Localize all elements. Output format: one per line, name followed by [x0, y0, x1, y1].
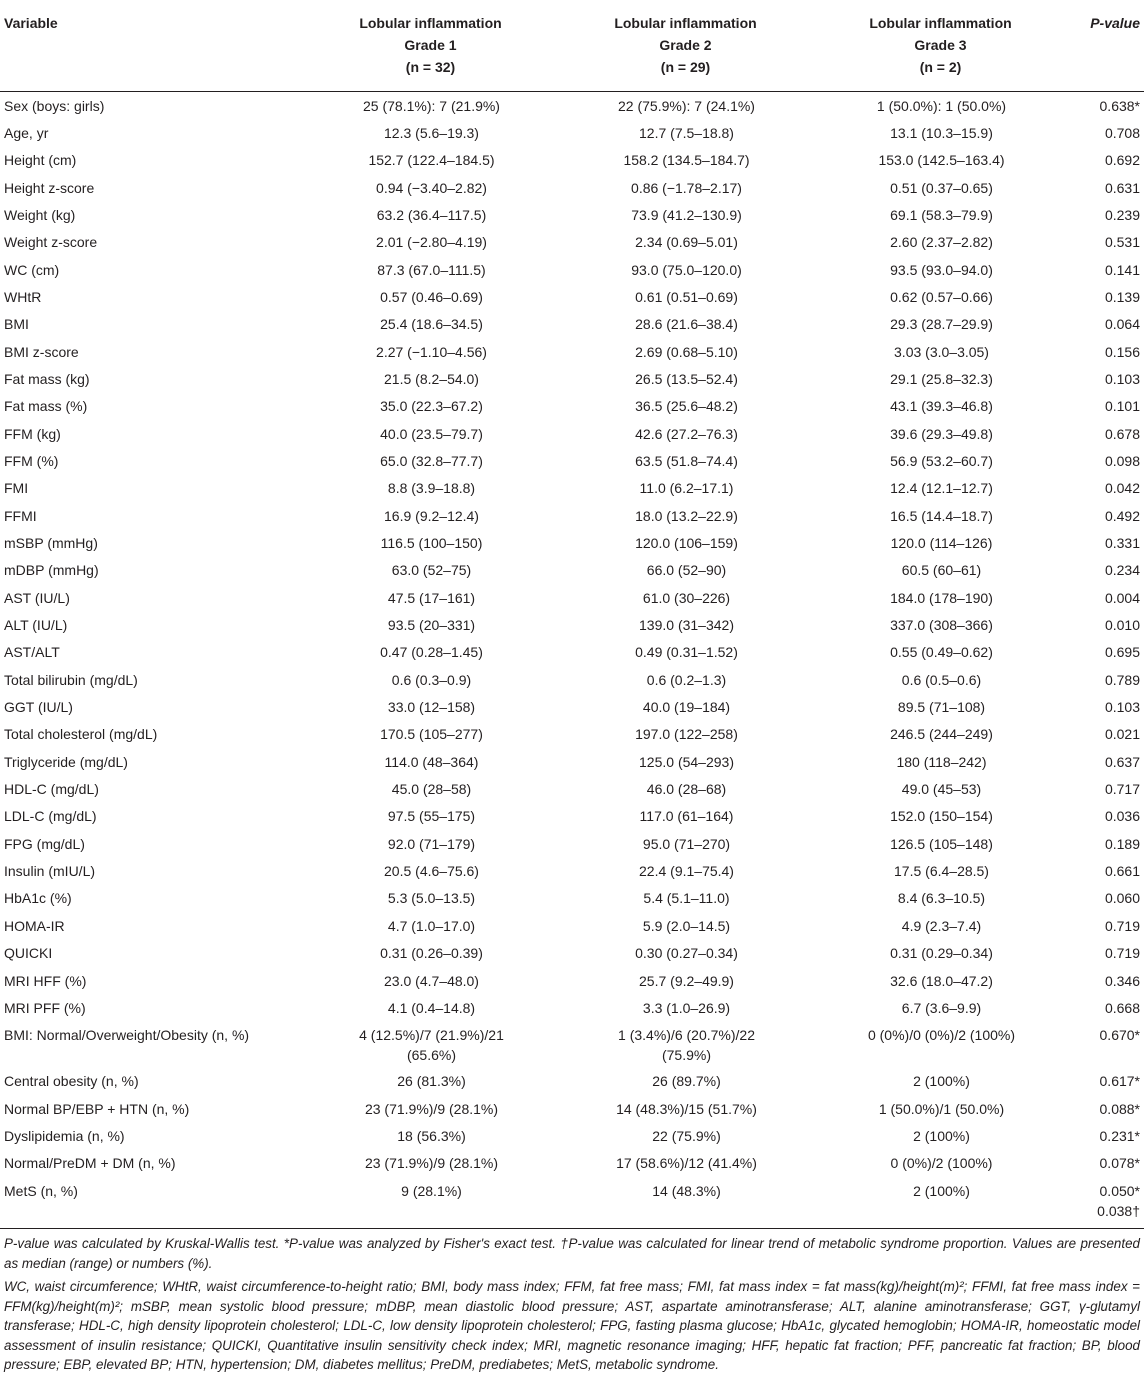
cell-grade-1: 65.0 (32.8–77.7)	[380, 452, 483, 469]
header-grade-1-line-2: Grade 1	[404, 37, 457, 53]
row-label: HbA1c (%)	[4, 890, 72, 907]
row-label: BMI	[4, 316, 29, 333]
cell-grade-2: 22 (75.9%)	[652, 1127, 721, 1144]
cell-grade-3: 0.6 (0.5–0.6)	[901, 671, 982, 688]
cell-line: (65.6%)	[406, 1047, 457, 1064]
cell-grade-3: 69.1 (58.3–79.9)	[890, 206, 993, 223]
row-label: Triglyceride (mg/dL)	[4, 753, 128, 770]
table-row	[0, 694, 1144, 721]
table-row	[0, 994, 1144, 1021]
cell-grade-2: 73.9 (41.2–130.9)	[631, 206, 742, 223]
cell-grade-2: 12.7 (7.5–18.8)	[639, 124, 734, 141]
cell-grade-1: 23.0 (4.7–48.0)	[384, 972, 479, 989]
row-label: Age, yr	[4, 124, 49, 141]
cell-grade-2: 26.5 (13.5–52.4)	[635, 370, 738, 387]
cell-grade-1: 4.1 (0.4–14.8)	[387, 999, 476, 1016]
header-grade-3-line-2: Grade 3	[914, 37, 967, 53]
row-label: Total bilirubin (mg/dL)	[4, 671, 138, 688]
cell-grade-3: 0.55 (0.49–0.62)	[890, 644, 993, 661]
cell-grade-2: 158.2 (134.5–184.7)	[623, 152, 750, 169]
table-row	[0, 776, 1144, 803]
row-label: mDBP (mmHg)	[4, 562, 99, 579]
cell-p-value: 0.719	[1104, 917, 1140, 934]
table-row	[0, 174, 1144, 201]
cell-grade-1: 0.47 (0.28–1.45)	[380, 644, 483, 661]
row-label: AST/ALT	[4, 644, 60, 661]
table-row	[0, 803, 1144, 830]
cell-grade-1: 0.57 (0.46–0.69)	[380, 288, 483, 305]
cell-grade-1: 93.5 (20–331)	[387, 617, 476, 634]
row-label: Fat mass (%)	[4, 398, 88, 415]
cell-grade-3: 1 (50.0%)/1 (50.0%)	[878, 1100, 1005, 1117]
cell-p-value: 0.670*	[1099, 1027, 1140, 1044]
table-row	[0, 748, 1144, 775]
cell-grade-1: 170.5 (105–277)	[380, 726, 483, 743]
cell-grade-1: 116.5 (100–150)	[380, 535, 483, 551]
cell-grade-3: 2.60 (2.37–2.82)	[890, 234, 993, 251]
cell-grade-3: 0 (0%)/2 (100%)	[890, 1155, 993, 1172]
table-row	[0, 119, 1144, 146]
table-row	[0, 1150, 1144, 1177]
row-label: WHtR	[4, 288, 42, 305]
cell-grade-3: 6.7 (3.6–9.9)	[901, 999, 982, 1016]
cell-grade-2: 14 (48.3%)	[652, 1182, 721, 1199]
cell-p-value: 0.101	[1104, 398, 1140, 415]
cell-grade-2: 11.0 (6.2–17.1)	[639, 480, 734, 497]
header-grade-2-line-2: Grade 2	[659, 37, 712, 53]
row-label: BMI z-score	[4, 343, 79, 360]
row-label: FFM (%)	[4, 452, 59, 469]
cell-p-value: 0.492	[1104, 507, 1140, 524]
cell-grade-1	[300, 1025, 555, 1065]
row-label: MetS (n, %)	[4, 1182, 78, 1199]
table-row	[0, 502, 1144, 529]
cell-p-value: 0.692	[1104, 152, 1140, 169]
cell-grade-3: 60.5 (60–61)	[901, 562, 982, 579]
cell-grade-1: 20.5 (4.6–75.6)	[384, 863, 479, 880]
cell-grade-2: 0.61 (0.51–0.69)	[635, 288, 738, 305]
row-label: Sex (boys: girls)	[4, 97, 105, 114]
header-grade-1-line-3: (n = 32)	[405, 59, 456, 75]
cell-grade-2: 117.0 (61–164)	[639, 808, 734, 825]
cell-grade-1: 63.2 (36.4–117.5)	[376, 206, 487, 223]
table-row	[0, 201, 1144, 228]
cell-p-value: 0.139	[1104, 288, 1140, 305]
cell-p-value: 0.617*	[1099, 1073, 1140, 1090]
cell-grade-2: 2.34 (0.69–5.01)	[635, 234, 738, 251]
table-row	[0, 940, 1144, 967]
cell-grade-2: 42.6 (27.2–76.3)	[635, 425, 738, 442]
cell-grade-2: 46.0 (28–68)	[646, 781, 727, 798]
cell-grade-2: 5.9 (2.0–14.5)	[642, 917, 731, 934]
table-row	[0, 283, 1144, 310]
cell-grade-2: 18.0 (13.2–22.9)	[635, 507, 738, 524]
table-footnotes	[4, 1234, 1140, 1379]
cell-p-value: 0.346	[1104, 972, 1140, 989]
table-row	[0, 830, 1144, 857]
cell-grade-2: 25.7 (9.2–49.9)	[639, 972, 734, 989]
cell-grade-3: 2 (100%)	[913, 1073, 970, 1090]
cell-line: (75.9%)	[661, 1047, 712, 1064]
cell-grade-3: 153.0 (142.5–163.4)	[878, 152, 1005, 169]
cell-line: 0.050*	[1099, 1182, 1140, 1199]
cell-grade-3: 89.5 (71–108)	[897, 699, 986, 716]
table-row	[0, 338, 1144, 365]
cell-grade-3: 29.1 (25.8–32.3)	[890, 370, 993, 387]
cell-grade-3: 17.5 (6.4–28.5)	[894, 863, 989, 880]
cell-grade-2: 0.86 (−1.78–2.17)	[631, 179, 742, 196]
cell-grade-2: 0.6 (0.2–1.3)	[646, 671, 727, 688]
table-row	[0, 912, 1144, 939]
cell-grade-2: 26 (89.7%)	[652, 1073, 721, 1090]
cell-grade-2: 5.4 (5.1–11.0)	[643, 890, 730, 907]
table-row	[0, 1095, 1144, 1122]
row-label: MRI PFF (%)	[4, 999, 86, 1016]
cell-grade-1: 12.3 (5.6–19.3)	[384, 124, 479, 141]
table-row	[0, 256, 1144, 283]
cell-grade-3: 126.5 (105–148)	[890, 835, 993, 852]
cell-grade-2: 0.49 (0.31–1.52)	[635, 644, 738, 661]
cell-line: 0.038†	[1097, 1202, 1140, 1219]
table-row	[0, 557, 1144, 584]
cell-p-value: 0.239	[1104, 206, 1140, 223]
cell-grade-3: 0.62 (0.57–0.66)	[890, 288, 993, 305]
table-rows-continuous	[0, 92, 1144, 1022]
cell-grade-3: 1 (50.0%): 1 (50.0%)	[876, 97, 1007, 114]
cell-p-value: 0.695	[1104, 644, 1140, 661]
cell-grade-2: 17 (58.6%)/12 (41.4%)	[616, 1155, 757, 1172]
table-row	[0, 530, 1144, 557]
row-label: Height (cm)	[4, 152, 77, 169]
cell-grade-2	[555, 1025, 810, 1065]
footnote-abbreviations: WC, waist circumference; WHtR, waist circumference-to-height ratio; BMI, body mass index; FFM, fat free mass; FMI, fat mass index = fat mass(kg)/height(m)²; FFMI, fat free mass index = FFM(kg)/height(m)²; mSBP, mean systolic blood pressure; mDBP, mean diastolic blood pressure; AST, aspartate aminotransferase; ALT, alanine aminotransferase; GGT, γ-glutamyl transferase; HDL-C, high density lipoprotein cholesterol; LDL-C, low density lipoprotein cholesterol; FPG, fasting plasma glucose; HbA1c, glycated hemoglobin; HOMA-IR, homeostatic model assessment of insulin resistance; QUICKI, Quantitative insulin sensitivity check index; MRI, magnetic resonance imaging; HFF, hepatic fat fraction; PFF, pancreatic fat fraction; BP, blood pressure; EBP, elevated BP; HTN, hypertension; DM, diabetes mellitus; PreDM, prediabetes; MetS, metabolic syndrome.	[4, 1279, 1140, 1372]
cell-grade-2: 3.3 (1.0–26.9)	[642, 999, 731, 1016]
cell-grade-2: 93.0 (75.0–120.0)	[631, 261, 742, 278]
cell-grade-3: 16.5 (14.4–18.7)	[890, 507, 993, 524]
cell-grade-2: 2.69 (0.68–5.10)	[635, 343, 738, 360]
row-label: Normal BP/EBP + HTN (n, %)	[4, 1100, 190, 1117]
cell-p-value: 0.042	[1104, 480, 1140, 497]
cell-grade-1: 63.0 (52–75)	[391, 562, 472, 579]
cell-grade-2: 22.4 (9.1–75.4)	[639, 863, 734, 880]
cell-grade-2: 63.5 (51.8–74.4)	[635, 452, 738, 469]
header-grade-1	[300, 12, 555, 91]
cell-p-value: 0.661	[1104, 863, 1140, 880]
row-label: HOMA-IR	[4, 917, 65, 934]
cell-line: 1 (3.4%)/6 (20.7%)/22	[618, 1027, 755, 1044]
cell-p-value: 0.678	[1104, 425, 1140, 442]
row-label: Total cholesterol (mg/dL)	[4, 726, 158, 743]
cell-grade-2: 139.0 (31–342)	[639, 617, 734, 634]
cell-grade-1: 35.0 (22.3–67.2)	[380, 398, 483, 415]
cell-grade-2: 28.6 (21.6–38.4)	[635, 316, 738, 333]
cell-p-value: 0.719	[1104, 945, 1140, 962]
header-grade-3-line-1: Lobular inflammation	[869, 15, 1012, 31]
table-row	[0, 858, 1144, 885]
row-label: FPG (mg/dL)	[4, 835, 85, 852]
cell-grade-1: 0.31 (0.26–0.39)	[380, 945, 483, 962]
table-row	[0, 447, 1144, 474]
cell-grade-2: 14 (48.3%)/15 (51.7%)	[616, 1100, 757, 1117]
cell-grade-3: 2 (100%)	[913, 1127, 970, 1144]
row-label: Dyslipidemia (n, %)	[4, 1127, 125, 1144]
cell-grade-3: 8.4 (6.3–10.5)	[897, 890, 986, 907]
cell-p-value: 0.060	[1104, 890, 1140, 907]
footnote-statistics: P-value was calculated by Kruskal-Wallis test. *P-value was analyzed by Fisher's exact test. †P-value was calculated for linear trend of metabolic syndrome proportion. Values are presented as median (range) or numbers (%).	[4, 1236, 1140, 1271]
cell-grade-2: 120.0 (106–159)	[635, 535, 738, 551]
table-row	[0, 365, 1144, 392]
table-header	[0, 0, 1144, 91]
cell-grade-3: 152.0 (150–154)	[890, 808, 993, 825]
table-row	[0, 1022, 1144, 1068]
row-label: FFMI	[4, 507, 37, 524]
table-row	[0, 147, 1144, 174]
cell-grade-1: 47.5 (17–161)	[387, 589, 476, 606]
cell-grade-3: 43.1 (39.3–46.8)	[890, 398, 993, 415]
cell-p-value: 0.078*	[1099, 1155, 1140, 1172]
cell-p-value: 0.103	[1104, 370, 1140, 387]
cell-grade-1: 26 (81.3%)	[397, 1073, 466, 1090]
row-label: Normal/PreDM + DM (n, %)	[4, 1155, 176, 1172]
header-grade-1-line-1: Lobular inflammation	[359, 15, 502, 31]
cell-grade-1: 18 (56.3%)	[397, 1127, 466, 1144]
header-grade-3-line-3: (n = 2)	[919, 59, 962, 75]
cell-grade-3: 2 (100%)	[913, 1182, 970, 1199]
row-label: Central obesity (n, %)	[4, 1073, 139, 1090]
cell-p-value: 0.231*	[1099, 1127, 1140, 1144]
cell-grade-3: 3.03 (3.0–3.05)	[894, 343, 989, 360]
row-label: HDL-C (mg/dL)	[4, 781, 99, 798]
row-label: Height z-score	[4, 179, 95, 196]
cell-grade-3: 184.0 (178–190)	[890, 589, 993, 606]
row-label: Insulin (mIU/L)	[4, 863, 96, 880]
cell-grade-3: 0.31 (0.29–0.34)	[890, 945, 993, 962]
cell-p-value	[1065, 1181, 1144, 1221]
table-row	[0, 721, 1144, 748]
cell-p-value: 0.004	[1104, 589, 1140, 606]
cell-grade-2: 125.0 (54–293)	[639, 753, 734, 770]
table-row	[0, 967, 1144, 994]
cell-p-value: 0.088*	[1099, 1100, 1140, 1117]
cell-grade-1: 2.01 (−2.80–4.19)	[376, 234, 487, 251]
cell-grade-3: 0.51 (0.37–0.65)	[890, 179, 993, 196]
cell-grade-2: 22 (75.9%): 7 (24.1%)	[618, 97, 755, 114]
cell-grade-3: 246.5 (244–249)	[890, 726, 993, 743]
row-label: LDL-C (mg/dL)	[4, 808, 97, 825]
cell-grade-2: 197.0 (122–258)	[635, 726, 738, 743]
cell-grade-1: 97.5 (55–175)	[387, 808, 476, 825]
table-row	[0, 885, 1144, 912]
cell-grade-1: 152.7 (122.4–184.5)	[368, 152, 495, 169]
cell-grade-2: 66.0 (52–90)	[646, 562, 727, 579]
cell-grade-1: 25.4 (18.6–34.5)	[380, 316, 483, 333]
cell-p-value: 0.234	[1104, 562, 1140, 579]
cell-grade-1: 16.9 (9.2–12.4)	[384, 507, 479, 524]
header-grade-3	[810, 12, 1065, 91]
table-row	[0, 420, 1144, 447]
cell-grade-3: 93.5 (93.0–94.0)	[890, 261, 993, 278]
cell-grade-1: 25 (78.1%): 7 (21.9%)	[363, 97, 500, 114]
cell-grade-3: 49.0 (45–53)	[901, 781, 982, 798]
cell-grade-2: 36.5 (25.6–48.2)	[635, 398, 738, 415]
cell-grade-1: 9 (28.1%)	[401, 1182, 462, 1199]
cell-grade-3: 0 (0%)/0 (0%)/2 (100%)	[867, 1027, 1016, 1044]
cell-grade-1: 21.5 (8.2–54.0)	[384, 370, 479, 387]
cell-grade-2: 61.0 (30–226)	[642, 589, 731, 606]
cell-grade-1: 23 (71.9%)/9 (28.1%)	[364, 1100, 499, 1117]
cell-p-value: 0.156	[1104, 343, 1140, 360]
cell-p-value: 0.638*	[1099, 97, 1140, 114]
table-row	[0, 1068, 1144, 1095]
cell-grade-1: 114.0 (48–364)	[384, 753, 479, 770]
cell-grade-3: 337.0 (308–366)	[890, 617, 993, 634]
cell-grade-1: 4.7 (1.0–17.0)	[387, 917, 476, 934]
header-grade-2-line-1: Lobular inflammation	[614, 15, 757, 31]
cell-grade-1: 23 (71.9%)/9 (28.1%)	[364, 1155, 499, 1172]
table-row	[0, 1122, 1144, 1149]
cell-p-value: 0.668	[1104, 999, 1140, 1016]
table-row	[0, 393, 1144, 420]
row-label: Weight (kg)	[4, 206, 76, 223]
row-label: AST (IU/L)	[4, 589, 70, 606]
cell-grade-3: 39.6 (29.3–49.8)	[890, 425, 993, 442]
cell-p-value: 0.141	[1104, 261, 1140, 278]
cell-grade-3: 32.6 (18.0–47.2)	[890, 972, 993, 989]
cell-p-value: 0.637	[1104, 753, 1140, 770]
cell-p-value: 0.010	[1104, 617, 1140, 634]
cell-grade-1: 33.0 (12–158)	[387, 699, 476, 716]
cell-p-value: 0.708	[1104, 124, 1140, 141]
footer-rule	[0, 1228, 1144, 1229]
cell-grade-1: 92.0 (71–179)	[387, 835, 476, 852]
header-grade-2	[555, 12, 810, 91]
cell-grade-1: 0.6 (0.3–0.9)	[391, 671, 472, 688]
cell-grade-3: 120.0 (114–126)	[890, 535, 993, 551]
header-grade-2-line-3: (n = 29)	[660, 59, 711, 75]
cell-p-value: 0.717	[1104, 781, 1140, 798]
table-row	[0, 612, 1144, 639]
table-rows-categorical	[0, 1068, 1144, 1177]
cell-grade-1: 8.8 (3.9–18.8)	[387, 480, 476, 497]
cell-grade-1: 2.27 (−1.10–4.56)	[376, 343, 487, 360]
cell-p-value: 0.098	[1104, 452, 1140, 469]
cell-grade-2: 0.30 (0.27–0.34)	[635, 945, 738, 962]
cell-grade-1: 5.3 (5.0–13.5)	[387, 890, 476, 907]
header-p-value: P-value	[1090, 15, 1140, 31]
table-row	[0, 229, 1144, 256]
table-row	[0, 584, 1144, 611]
cell-grade-3: 13.1 (10.3–15.9)	[890, 124, 993, 141]
row-label: Fat mass (kg)	[4, 370, 90, 387]
header-variable: Variable	[4, 15, 58, 31]
table-row	[0, 666, 1144, 693]
row-label: Weight z-score	[4, 234, 98, 251]
cell-grade-1: 0.94 (−3.40–2.82)	[376, 179, 487, 196]
row-label: MRI HFF (%)	[4, 972, 87, 989]
cell-grade-3: 29.3 (28.7–29.9)	[890, 316, 993, 333]
cell-grade-1: 45.0 (28–58)	[391, 781, 472, 798]
cell-grade-2: 40.0 (19–184)	[642, 699, 731, 716]
cell-grade-3: 4.9 (2.3–7.4)	[901, 917, 982, 934]
cell-grade-1: 40.0 (23.5–79.7)	[380, 425, 483, 442]
table-row	[0, 639, 1144, 666]
row-label: ALT (IU/L)	[4, 617, 68, 634]
row-label: WC (cm)	[4, 261, 60, 278]
cell-line: 4 (12.5%)/7 (21.9%)/21	[359, 1027, 504, 1044]
row-label: FMI	[4, 480, 29, 497]
cell-grade-3: 180 (118–242)	[896, 753, 987, 770]
cell-p-value: 0.036	[1104, 808, 1140, 825]
cell-grade-3: 56.9 (53.2–60.7)	[890, 452, 993, 469]
row-label: GGT (IU/L)	[4, 699, 73, 716]
row-label: QUICKI	[4, 945, 53, 962]
cell-p-value: 0.064	[1104, 316, 1140, 333]
table-row	[0, 311, 1144, 338]
row-label: FFM (kg)	[4, 425, 61, 442]
table-row	[0, 92, 1144, 119]
row-label: BMI: Normal/Overweight/Obesity (n, %)	[4, 1027, 250, 1044]
table-row	[0, 1177, 1144, 1228]
cell-p-value: 0.789	[1104, 671, 1140, 688]
cell-p-value: 0.331	[1104, 535, 1140, 551]
row-label: mSBP (mmHg)	[4, 535, 98, 551]
cell-p-value: 0.631	[1104, 179, 1140, 196]
cell-grade-2: 95.0 (71–270)	[642, 835, 731, 852]
cell-p-value: 0.103	[1104, 699, 1140, 716]
table-body	[0, 92, 1144, 1228]
cell-grade-1: 87.3 (67.0–111.5)	[377, 261, 486, 278]
cell-p-value: 0.531	[1104, 234, 1140, 251]
cell-p-value: 0.189	[1104, 835, 1140, 852]
cell-grade-3: 12.4 (12.1–12.7)	[890, 480, 993, 497]
table-row	[0, 475, 1144, 502]
cell-p-value: 0.021	[1104, 726, 1140, 743]
